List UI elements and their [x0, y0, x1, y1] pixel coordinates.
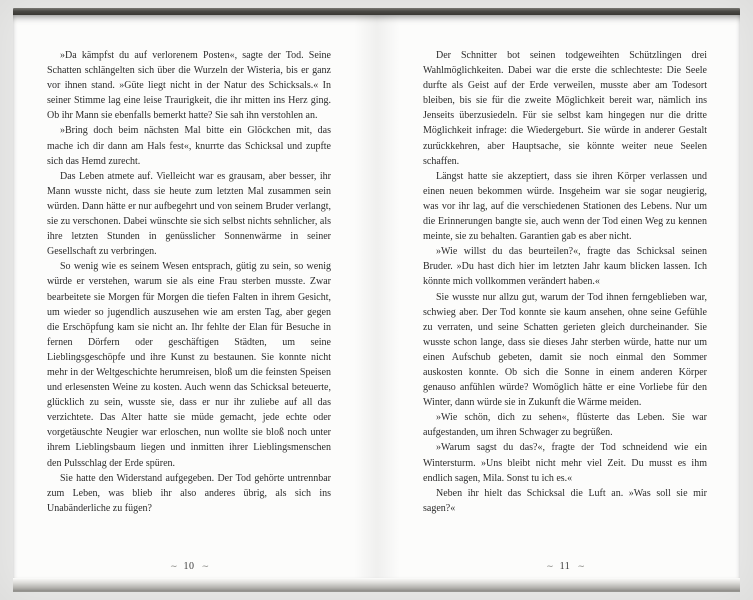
page-left-footer — [47, 558, 331, 574]
footer-ornament-icon: ∼ — [201, 560, 209, 571]
paragraph: Sie wusste nur allzu gut, warum der Tod ihnen ferngeblieben war, schwieg aber. Der Tod konnte sie kaum ansehen, ohne seine Gefühle zu verraten, und seine Schatten gerieten gleich durcheinander. Sie wusste schon lange, dass sie dieses Jahr sterben würde, hatte nur um einen Aufschub gebeten, damit sie noch einmal den Sommer auskosten konnte. Ob sich die Sonne in einem anderen Körper genauso anfühlen würde? Womöglich hätte er eine Vorliebe für den Winter, dann würde sie in Zukunft die Wärme meiden. — [423, 291, 707, 409]
book-bottom-edge — [13, 578, 740, 592]
paragraph: Das Leben atmete auf. Vielleicht war es grausam, aber besser, ihr Mann wusste nicht, dass sie heute zum letzten Mal zusammen sein würden. Dann hätte er nur aufbegehrt und von seinem Bruder verlangt, sie zu verschonen. Dabei wünschte sie sich selbst nichts sehnlicher, als ihre letzten Stunden in genüsslicher Sonnenwärme in seiner Gesellschaft zu verbringen. — [47, 170, 331, 258]
page-number-right: 11 — [559, 560, 571, 572]
paragraph: So wenig wie es seinem Wesen entsprach, gütig zu sein, so wenig würde er verstehen, warum sie als eine Frau sterben musste. Zwar bearbeitete sie Morgen für Morgen die tiefen Falten in ihrem Gesicht, um wieder so jugendlich auszusehen wie am ersten Tag, aber gegen die Erschöpfung kam sie nicht an. Ihr fehlte der Elan für Besuche in fernen Dörfern oder geschäftigen Städten, um seine Lieblingsgeschöpfe und ihre Kunst zu bestaunen. Sie konnte nicht mehr in der Weltgeschichte herumreisen, bloß um die feinsten Speisen und erlesensten Weine zu kosten. Auch wenn das Schicksal beteuerte, glücklich zu sein, wusste sie, dass er nur ihr zuliebe auf all das verzichtete. Das Alter hatte sie müde gemacht, jede echte oder vorgetäuschte Neugier war erloschen, nun wollte sie bloß noch unter ihrem Lieblingsbaum liegen und inmitten ihrer Lieblingsmenschen den Pulsschlag der Erde spüren. — [47, 261, 331, 469]
paragraph: »Bring doch beim nächsten Mal bitte ein Glöckchen mit, das mache ich dir dann am Hals fest«, knurrte das Schicksal und zupfte sich das Hemd zurecht. — [47, 125, 331, 167]
paragraph: »Warum sagst du das?«, fragte der Tod schneidend wie ein Wintersturm. »Uns bleibt nicht mehr viel Zeit. Du musst es ihm endlich sagen, Mila. Sonst tu ich es.« — [423, 442, 707, 484]
page-left-text — [47, 48, 331, 555]
footer-ornament-icon: ∼ — [546, 560, 553, 571]
footer-ornament-icon: ∼ — [169, 560, 177, 571]
page-left — [13, 15, 376, 578]
paragraph: »Wie willst du das beurteilen?«, fragte das Schicksal seinen Bruder. »Du hast dich hier im letzten Jahr kaum blicken lassen. Ich könnte mich vollkommen verändert haben.« — [423, 246, 707, 288]
page-right-text — [423, 48, 707, 555]
page-right-footer — [423, 558, 707, 574]
paragraph: Neben ihr hielt das Schicksal die Luft an. »Was soll sie mir sagen?« — [423, 487, 707, 514]
book-spread — [13, 8, 740, 592]
paragraph: »Da kämpfst du auf verlorenem Posten«, sagte der Tod. Seine Schatten schlängelten sich über die Wurzeln der Wisteria, bis er ganz vor ihnen stand. »Güte liegt nicht in der Natur des Schicksals.« In seiner Stimme lag eine leise Traurigkeit, die ihr mitten ins Herz ging. Ob ihr Mann sie ebenfalls bemerkt hatte? Sie sah ihn verstohlen an. — [47, 50, 331, 122]
paragraph: Längst hatte sie akzeptiert, dass sie ihren Körper verlassen und einen neuen bekommen würde. Insgeheim war sie sogar neugierig, was vor ihr lag, auf die verschiedenen Stationen des Lebens. Nur um die Erinnerungen bangte sie, auch wenn der Tod einen Weg zu kennen meinte, sie zu behalten. Garantien gab es aber nicht. — [423, 170, 707, 243]
page-right — [376, 15, 740, 578]
paragraph: »Wie schön, dich zu sehen«, flüsterte das Leben. Sie war aufgestanden, um ihren Schwager zu begrüßen. — [423, 412, 707, 439]
book-top-edge — [13, 8, 740, 15]
page-number-left: 10 — [183, 560, 195, 572]
paragraph: Sie hatte den Widerstand aufgegeben. Der Tod gehörte untrennbar zum Leben, was blieb ihr also anderes übrig, als sich ins Unabänderliche zu fügen? — [47, 472, 331, 514]
paragraph: Der Schnitter bot seinen todgeweihten Schützlingen drei Wahlmöglichkeiten. Dabei war die erste die schlechteste: Die Seele durfte als Geist auf der Erde verweilen, musste aber am Todesort bleiben, bis sie für die zweite Möglichkeit bereit war, nämlich ins Jenseits überzusiedeln. Für sie selbst kam hingegen nur die dritte Möglichkeit infrage: die Wiedergeburt. Sie würde in anderer Gestalt zurückkehren, aber Hauptsache, sie könnte weiter neue Seelen schaffen. — [423, 50, 707, 167]
footer-ornament-icon: ∼ — [577, 560, 584, 571]
book-pages — [13, 15, 740, 578]
